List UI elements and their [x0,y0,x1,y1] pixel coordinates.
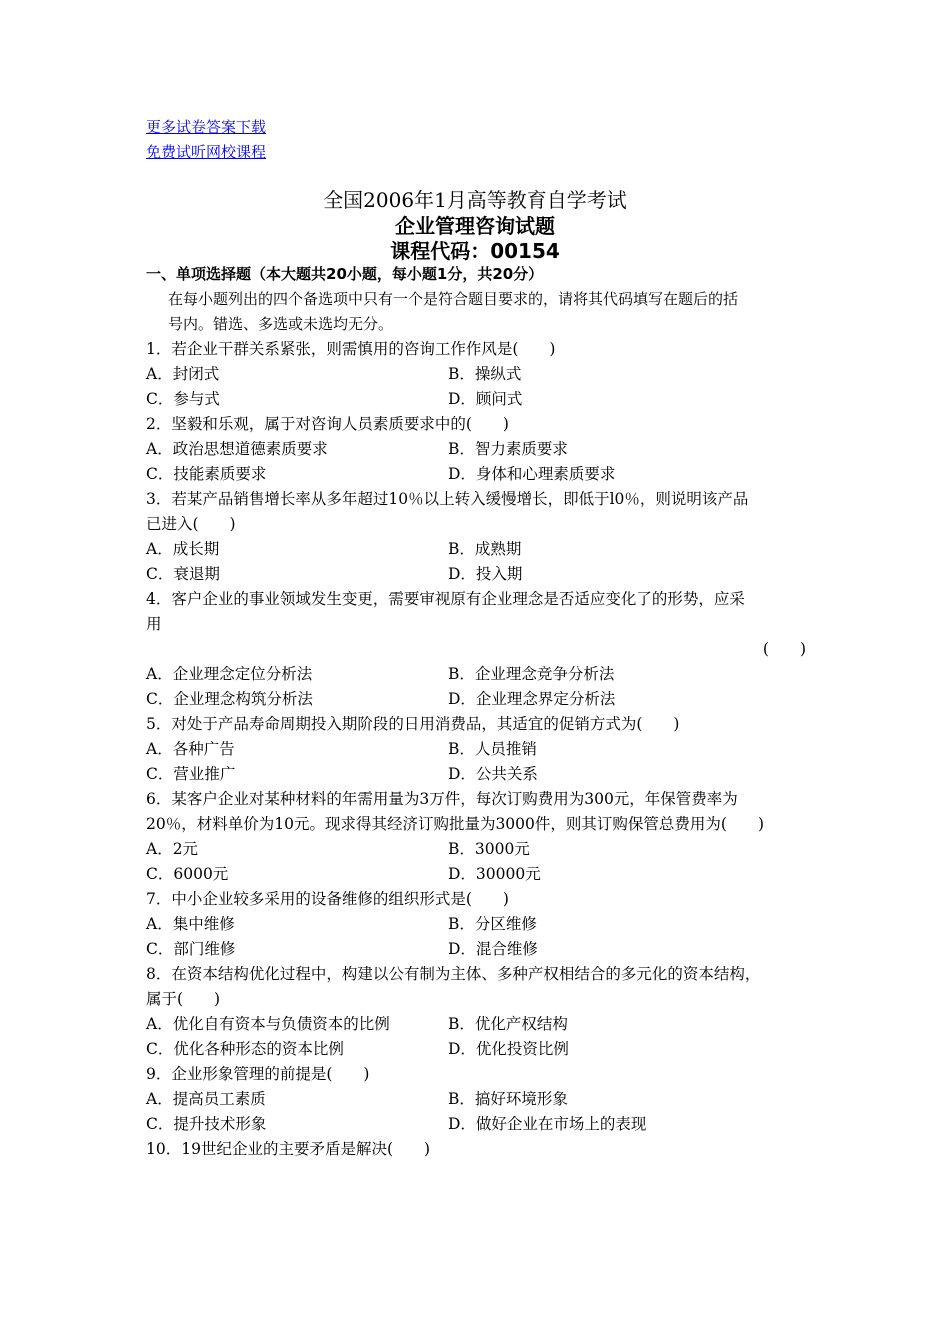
option-b: B．3000元 [448,840,530,858]
options-row [146,1037,816,1062]
option-c: C．营业推广 [146,765,236,783]
option-b: B．优化产权结构 [448,1015,568,1033]
options-row [146,537,816,562]
option-d: D．公共关系 [448,765,538,783]
question-stem: 2．坚毅和乐观，属于对咨询人员素质要求中的( ) [146,415,509,433]
option-a: A．政治思想道德素质要求 [146,440,328,458]
options-row [146,737,816,762]
option-d: D．企业理念界定分析法 [448,690,616,708]
options-row [146,912,816,937]
option-d: D．身体和心理素质要求 [448,465,616,483]
options-row [146,437,816,462]
question-stem: 1．若企业干群关系紧张，则需慎用的咨询工作作风是( ) [146,340,556,358]
option-c: C．企业理念构筑分析法 [146,690,313,708]
option-d: D．30000元 [448,865,541,883]
option-c: C．提升技术形象 [146,1115,267,1133]
option-d: D．混合维修 [448,940,538,958]
options-row [146,1112,816,1137]
instruction-line2: 号内。错选、多选或未选均无分。 [168,315,394,333]
exam-content [146,262,816,1162]
section-header: 一、单项选择题（本大题共20小题，每小题1分，共20分） [146,265,544,283]
option-d: D．顾问式 [448,390,523,408]
options-row [146,387,816,412]
question-stem: 4．客户企业的事业领域发生变更，需要审视原有企业理念是否适应变化了的形势，应采 [146,590,745,608]
question-stem: 3．若某产品销售增长率从多年超过10％以上转入缓慢增长，即低于l0％，则说明该产品 [146,490,749,508]
option-a: A．提高员工素质 [146,1090,266,1108]
question-stem: 6．某客户企业对某种材料的年需用量为3万件，每次订购费用为300元，年保管费率为 [146,790,738,808]
exam-course-code: 课程代码：00154 [390,239,560,263]
option-b: B．企业理念竞争分析法 [448,665,615,683]
question-stem: 9．企业形象管理的前提是( ) [146,1065,370,1083]
option-a: A．2元 [146,840,199,858]
options-row [146,862,816,887]
question-stem: 5．对处于产品寿命周期投入期阶段的日用消费品，其适宜的促销方式为( ) [146,715,680,733]
option-d: D．优化投资比例 [448,1040,569,1058]
option-b: B．人员推销 [448,740,537,758]
option-c: C．部门维修 [146,940,236,958]
options-row [146,837,816,862]
option-d: D．投入期 [448,565,523,583]
option-b: B．分区维修 [448,915,537,933]
question-stem-cont: 用 [146,615,162,633]
question-stem-cont: 20％，材料单价为10元。现求得其经济订购批量为3000件，则其订购保管总费用为( ) [146,815,764,833]
answer-parentheses: ( ) [762,640,806,658]
options-row [146,462,816,487]
question-stem: 7．中小企业较多采用的设备维修的组织形式是( ) [146,890,509,908]
link-free-course[interactable]: 免费试听网校课程 [146,143,267,161]
options-row [146,362,816,387]
option-c: C．技能素质要求 [146,465,267,483]
option-b: B．搞好环境形象 [448,1090,568,1108]
option-a: A．各种广告 [146,740,235,758]
option-a: A．成长期 [146,540,220,558]
question-stem: 10．19世纪企业的主要矛盾是解决( ) [146,1140,431,1158]
exam-title-subject: 企业管理咨询试题 [395,214,555,238]
section-instruction [146,287,816,337]
question-stem-cont: 属于( ) [146,990,221,1008]
top-links [146,115,266,165]
options-row [146,937,816,962]
options-row [146,687,816,712]
option-b: B．成熟期 [448,540,522,558]
option-a: A．集中维修 [146,915,235,933]
options-row [146,562,816,587]
options-row [146,1012,816,1037]
options-row [146,762,816,787]
option-c: C．衰退期 [146,565,220,583]
exam-title [0,186,950,264]
option-b: B．智力素质要求 [448,440,568,458]
option-b: B．操纵式 [448,365,522,383]
option-a: A．优化自有资本与负债资本的比例 [146,1015,390,1033]
question-stem: 8．在资本结构优化过程中，构建以公有制为主体、多种产权相结合的多元化的资本结构， [146,965,761,983]
instruction-line1: 在每小题列出的四个备选项中只有一个是符合题目要求的，请将其代码填写在题后的括 [168,290,739,308]
options-row [146,1087,816,1112]
option-d: D．做好企业在市场上的表现 [448,1115,647,1133]
link-more-answers[interactable]: 更多试卷答案下载 [146,118,267,136]
option-a: A．企业理念定位分析法 [146,665,313,683]
question-stem-cont: 已进入( ) [146,515,236,533]
option-c: C．6000元 [146,865,229,883]
options-row [146,662,816,687]
option-a: A．封闭式 [146,365,220,383]
option-c: C．优化各种形态的资本比例 [146,1040,344,1058]
exam-title-line1: 全国2006年1月高等教育自学考试 [323,188,627,212]
option-c: C．参与式 [146,390,220,408]
